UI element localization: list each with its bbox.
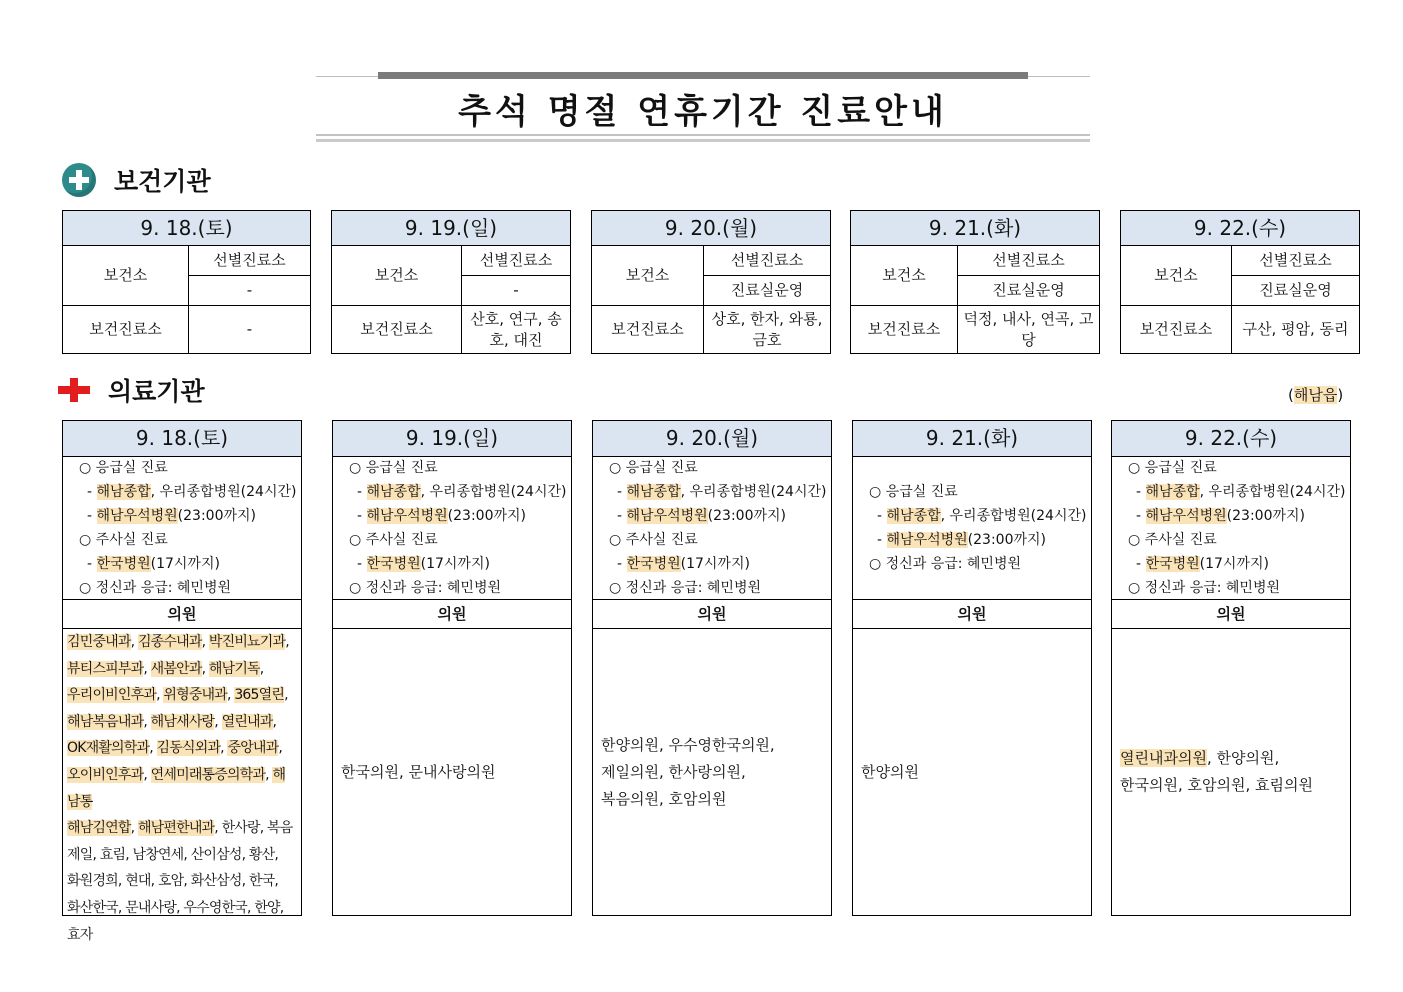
medical-box-day3	[592, 420, 832, 916]
clinic-operation: 진료실운영	[958, 276, 1100, 306]
emergency-info	[63, 457, 301, 600]
clinic-line: 화원경희, 현대, 호암, 화산삼성, 한국,	[67, 873, 278, 890]
er-line1: - 해남종합, 우리종합병원(24시간)	[1136, 484, 1346, 500]
clinic-line: 한국의원, 문내사랑의원	[341, 762, 496, 781]
clinic-header: 의원	[63, 600, 301, 629]
clinic-list	[1112, 629, 1350, 915]
clinic-line: 오이비인후과, 연세미래통증의학과, 해남통	[67, 766, 286, 810]
clinic-line: 복음의원, 호암의원	[601, 789, 727, 808]
medical-date: 9. 21.(화)	[853, 421, 1091, 457]
center-label: 보건소	[1121, 246, 1232, 306]
clinic-line: 제일의원, 한사랑의원,	[601, 762, 746, 781]
clinic-header: 의원	[853, 600, 1091, 629]
er-line2: - 해남우석병원(23:00까지)	[877, 532, 1046, 548]
er-line1: - 해남종합, 우리종합병원(24시간)	[357, 484, 567, 500]
region-paren-open: (	[1288, 386, 1294, 404]
page-title: 추석 명절 연휴기간 진료안내	[458, 92, 948, 132]
injection-line: - 한국병원(17시까지)	[617, 556, 750, 572]
selective-clinic: 선별진료소	[1232, 246, 1360, 276]
clinic-line: 뷰티스피부과, 새봄안과, 해남기독,	[67, 660, 264, 677]
er-label: ○ 응급실 진료	[349, 460, 438, 476]
clinic-list	[593, 629, 831, 915]
center-label: 보건소	[332, 246, 462, 306]
medical-box-day1	[62, 420, 302, 943]
region-name: 해남읍	[1293, 386, 1338, 404]
er-line1: - 해남종합, 우리종합병원(24시간)	[877, 508, 1087, 524]
clinic-header: 의원	[333, 600, 571, 629]
medical-section-label: 의료기관	[108, 377, 205, 406]
clinic-operation: 진료실운영	[704, 276, 831, 306]
psych-line: ○ 정신과 응급: 혜민병원	[1128, 580, 1280, 596]
health-cross-icon	[62, 163, 96, 197]
branch-detail: 산호, 연구, 송호, 대진	[462, 306, 571, 354]
er-line2: - 해남우석병원(23:00까지)	[87, 508, 256, 524]
health-table-day4	[850, 210, 1100, 354]
er-line2: - 해남우석병원(23:00까지)	[357, 508, 526, 524]
clinic-operation: -	[462, 276, 571, 306]
medical-section-header	[58, 372, 205, 408]
medical-box-day4	[852, 420, 1092, 916]
branch-detail: 덕정, 내사, 연곡, 고당	[958, 306, 1100, 354]
health-table-day5	[1120, 210, 1360, 354]
medical-date: 9. 22.(수)	[1112, 421, 1350, 457]
health-date: 9. 21.(화)	[851, 211, 1100, 246]
clinic-list	[853, 629, 1091, 915]
medical-date: 9. 19.(일)	[333, 421, 571, 457]
health-date: 9. 22.(수)	[1121, 211, 1360, 246]
center-label: 보건소	[63, 246, 189, 306]
clinic-line: 한국의원, 호암의원, 효림의원	[1120, 776, 1313, 794]
branch-detail: -	[189, 306, 311, 354]
selective-clinic: 선별진료소	[189, 246, 311, 276]
center-label: 보건소	[592, 246, 704, 306]
clinic-list	[333, 629, 571, 915]
selective-clinic: 선별진료소	[704, 246, 831, 276]
health-date: 9. 20.(월)	[592, 211, 831, 246]
injection-line: - 한국병원(17시까지)	[357, 556, 490, 572]
clinic-line: 김민중내과, 김종수내과, 박진비뇨기과,	[67, 634, 289, 650]
health-section-label: 보건기관	[114, 167, 211, 196]
red-cross-icon	[58, 378, 90, 402]
psych-line: ○ 정신과 응급: 혜민병원	[609, 580, 761, 596]
emergency-info	[593, 457, 831, 600]
medical-box-day2	[332, 420, 572, 916]
health-date: 9. 18.(토)	[63, 211, 311, 246]
branch-label: 보건진료소	[63, 306, 189, 354]
clinic-header: 의원	[593, 600, 831, 629]
selective-clinic: 선별진료소	[958, 246, 1100, 276]
health-date: 9. 19.(일)	[332, 211, 571, 246]
psych-line: ○ 정신과 응급: 혜민병원	[349, 580, 501, 596]
er-line2: - 해남우석병원(23:00까지)	[1136, 508, 1305, 524]
branch-detail: 상호, 한자, 와룡, 금호	[704, 306, 831, 354]
medical-date: 9. 18.(토)	[63, 421, 301, 457]
center-label: 보건소	[851, 246, 958, 306]
psych-line: ○ 정신과 응급: 혜민병원	[79, 580, 231, 596]
emergency-info	[333, 457, 571, 600]
injection-line: - 한국병원(17시까지)	[87, 556, 220, 572]
health-table-day2	[331, 210, 571, 354]
clinic-operation: -	[189, 276, 311, 306]
selective-clinic: 선별진료소	[462, 246, 571, 276]
clinic-line: 한양의원	[861, 762, 919, 781]
er-line1: - 해남종합, 우리종합병원(24시간)	[617, 484, 827, 500]
clinic-line: 화산한국, 문내사랑, 우수영한국, 한양,	[67, 899, 284, 916]
er-line2: - 해남우석병원(23:00까지)	[617, 508, 786, 524]
health-table-day1	[62, 210, 311, 354]
title-rule-bottom-2	[316, 139, 1090, 142]
clinic-line: 효자	[67, 926, 93, 943]
injection-label: ○ 주사실 진료	[1128, 532, 1217, 548]
title-rule-bottom	[316, 134, 1090, 136]
emergency-info	[1112, 457, 1350, 600]
region-label	[1288, 384, 1343, 405]
er-line1: - 해남종합, 우리종합병원(24시간)	[87, 484, 297, 500]
injection-line: - 한국병원(17시까지)	[1136, 556, 1269, 572]
medical-box-day5	[1111, 420, 1351, 916]
branch-label: 보건진료소	[1121, 306, 1232, 354]
health-section-header	[62, 162, 211, 198]
branch-label: 보건진료소	[592, 306, 704, 354]
clinic-list	[63, 629, 301, 943]
injection-label: ○ 주사실 진료	[609, 532, 698, 548]
psych-line: ○ 정신과 응급: 혜민병원	[869, 556, 1021, 572]
region-paren-close: )	[1337, 386, 1344, 404]
branch-detail: 구산, 평암, 동리	[1232, 306, 1360, 354]
title-bar	[378, 72, 1028, 79]
title-banner	[316, 70, 1090, 144]
clinic-operation: 진료실운영	[1232, 276, 1360, 306]
injection-label: ○ 주사실 진료	[349, 532, 438, 548]
clinic-line: 해남김연합, 해남편한내과, 한사랑, 복음	[67, 820, 293, 837]
health-table-day3	[591, 210, 831, 354]
clinic-line: 제일, 효림, 남창연세, 산이삼성, 황산,	[67, 846, 278, 863]
branch-label: 보건진료소	[332, 306, 462, 354]
clinic-line: 해남복음내과, 해남새사랑, 열린내과,	[67, 713, 277, 730]
injection-label: ○ 주사실 진료	[79, 532, 168, 548]
clinic-header: 의원	[1112, 600, 1350, 629]
clinic-line: 한양의원, 우수영한국의원,	[601, 735, 775, 754]
clinic-line: OK재활의학과, 김동식외과, 중앙내과,	[67, 740, 283, 757]
er-label: ○ 응급실 진료	[79, 460, 168, 476]
branch-label: 보건진료소	[851, 306, 958, 354]
er-label: ○ 응급실 진료	[609, 460, 698, 476]
medical-date: 9. 20.(월)	[593, 421, 831, 457]
er-label: ○ 응급실 진료	[1128, 460, 1217, 476]
clinic-line: 열린내과의원, 한양의원,	[1120, 749, 1280, 767]
emergency-info	[853, 457, 1091, 600]
er-label: ○ 응급실 진료	[869, 484, 958, 500]
clinic-line: 우리이비인후과, 위형중내과, 365열린,	[67, 687, 288, 704]
